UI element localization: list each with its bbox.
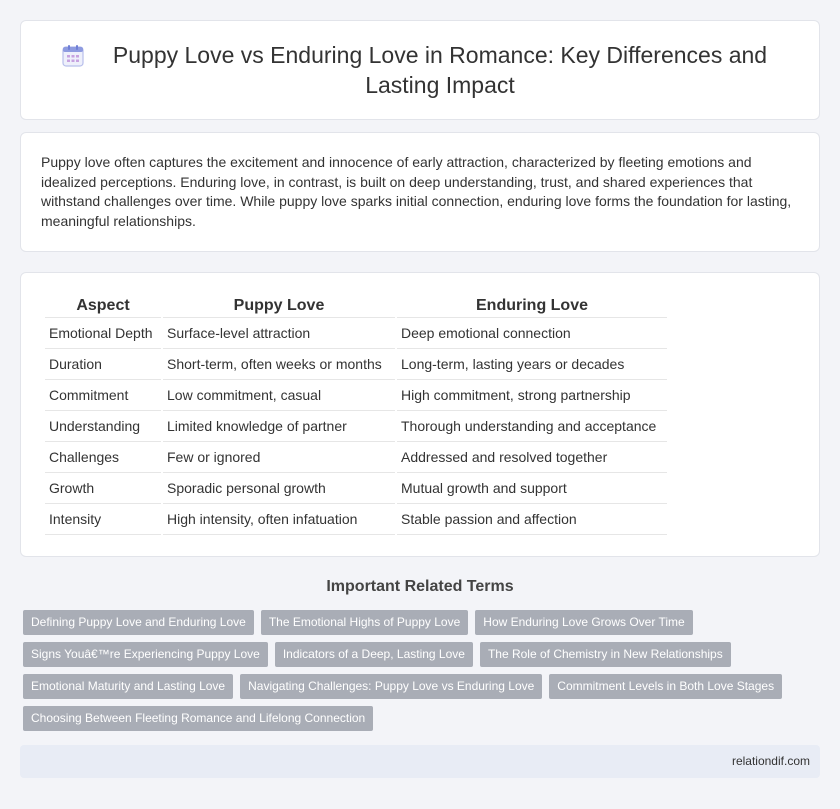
table-row [45, 442, 667, 473]
table-cell: Duration [45, 349, 161, 380]
table-cell: Low commitment, casual [163, 380, 395, 411]
table-row [45, 411, 667, 442]
table-row [45, 473, 667, 504]
intro-text: Puppy love often captures the excitement and innocence of early attraction, characterized by fleeting emotions and idealized perceptions. Enduring love, in contrast, is built on deep understanding, trust, and shared experiences that withstand challenges over time. While puppy love sparks initial connection, enduring love forms the foundation for lasting, meaningful relationships. [41, 154, 792, 229]
table-row [45, 380, 667, 411]
header-card [20, 20, 820, 120]
table-cell: Sporadic personal growth [163, 473, 395, 504]
table-cell: High commitment, strong partnership [397, 380, 667, 411]
related-term-tag[interactable]: Emotional Maturity and Lasting Love [23, 674, 233, 699]
related-term-tag[interactable]: Signs Youâ€™re Experiencing Puppy Love [23, 642, 268, 667]
table-row [45, 349, 667, 380]
table-cell: Stable passion and affection [397, 504, 667, 535]
table-cell: Surface-level attraction [163, 318, 395, 349]
table-cell: Long-term, lasting years or decades [397, 349, 667, 380]
comparison-table-card [20, 272, 820, 557]
related-term-tag[interactable]: Commitment Levels in Both Love Stages [549, 674, 782, 699]
comparison-table [43, 295, 669, 535]
table-row [45, 504, 667, 535]
footer [20, 745, 820, 778]
table-cell: Few or ignored [163, 442, 395, 473]
table-cell: Addressed and resolved together [397, 442, 667, 473]
table-cell: Commitment [45, 380, 161, 411]
table-cell: Growth [45, 473, 161, 504]
column-header-enduring-love: Enduring Love [397, 295, 667, 318]
intro-card [20, 132, 820, 252]
table-row [45, 318, 667, 349]
table-header-row [45, 295, 667, 318]
table-cell: Intensity [45, 504, 161, 535]
related-term-tag[interactable]: The Role of Chemistry in New Relationships [480, 642, 731, 667]
table-cell: Emotional Depth [45, 318, 161, 349]
related-term-tag[interactable]: The Emotional Highs of Puppy Love [261, 610, 468, 635]
related-term-tag[interactable]: Choosing Between Fleeting Romance and Lifelong Connection [23, 706, 373, 731]
related-terms-title: Important Related Terms [326, 578, 514, 595]
related-term-tag[interactable]: Navigating Challenges: Puppy Love vs Enduring Love [240, 674, 542, 699]
table-cell: Challenges [45, 442, 161, 473]
related-terms-list [23, 610, 823, 738]
table-cell: Limited knowledge of partner [163, 411, 395, 442]
table-cell: Deep emotional connection [397, 318, 667, 349]
table-cell: Short-term, often weeks or months [163, 349, 395, 380]
table-cell: Mutual growth and support [397, 473, 667, 504]
site-link[interactable]: relationdif.com [731, 754, 810, 768]
column-header-puppy-love: Puppy Love [163, 295, 395, 318]
related-term-tag[interactable]: How Enduring Love Grows Over Time [475, 610, 692, 635]
related-term-tag[interactable]: Indicators of a Deep, Lasting Love [275, 642, 473, 667]
related-term-tag[interactable]: Defining Puppy Love and Enduring Love [23, 610, 254, 635]
table-cell: High intensity, often infatuation [163, 504, 395, 535]
column-header-aspect: Aspect [45, 295, 161, 318]
table-cell: Understanding [45, 411, 161, 442]
calendar-icon [60, 43, 86, 69]
table-cell: Thorough understanding and acceptance [397, 411, 667, 442]
page-title: Puppy Love vs Enduring Love in Romance: Key Differences and Lasting Impact [112, 42, 768, 98]
